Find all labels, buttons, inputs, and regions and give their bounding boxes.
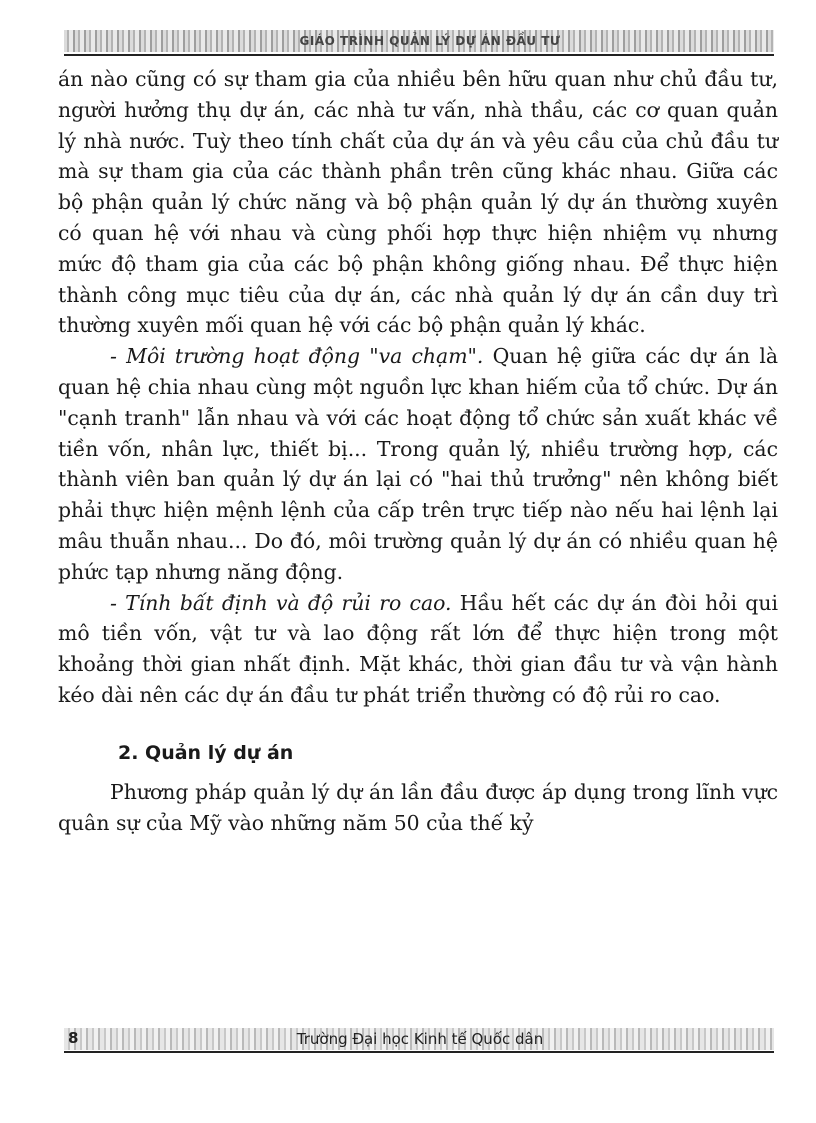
paragraph-text: Quan hệ giữa các dự án là quan hệ chia nhau cùng một nguồn lực khan hiếm của tổ chức. Dự án "cạnh tranh" lẫn nhau và với các hoạt động tổ chức sản xuất khác về tiền vốn, nhân lực, thiết bị... Trong quản lý, nhiều trường hợp, các thành viên ban quản lý dự án lại có "hai thủ trưởng" nên không biết phải thực hiện mệnh lệnh của cấp trên trực tiếp nào nếu hai lệnh lại mâu thuẫn nhau... Do đó, môi trường quản lý dự án có nhiều quan hệ phức tạp nhưng năng động. xyxy=(58,344,778,584)
paragraph xyxy=(58,341,778,587)
page-body xyxy=(58,64,778,838)
paragraph-lead: - Tính bất định và độ rủi ro cao. xyxy=(110,590,452,615)
paragraph xyxy=(58,588,778,711)
paragraph: Phương pháp quản lý dự án lần đầu được áp dụng trong lĩnh vực quân sự của Mỹ vào những năm 50 của thế kỷ xyxy=(58,779,778,835)
paragraph-lead: - Môi trường hoạt động "va chạm". xyxy=(110,344,484,369)
running-footer: Trường Đại học Kinh tế Quốc dân xyxy=(296,1030,544,1048)
section-heading: 2. Quản lý dự án xyxy=(118,741,294,764)
footer-rule xyxy=(64,1051,774,1053)
header-rule xyxy=(64,54,774,56)
page-number: 8 xyxy=(68,1029,79,1047)
running-header: GIÁO TRÌNH QUẢN LÝ DỰ ÁN ĐẦU TƯ xyxy=(299,34,561,48)
paragraph-text: Hầu hết các dự án đòi hỏi qui mô tiền vốn, vật tư và lao động rất lớn để thực hiện trong một khoảng thời gian nhất định. Mặt khác, thời gian đầu tư và vận hành kéo dài nên các dự án đầu tư phát triển thường có độ rủi ro cao. xyxy=(58,590,778,707)
paragraph: án nào cũng có sự tham gia của nhiều bên hữu quan như chủ đầu tư, người hưởng thụ dự án, các nhà tư vấn, nhà thầu, các cơ quan quản lý nhà nước. Tuỳ theo tính chất của dự án và yêu cầu của chủ đầu tư mà sự tham gia của các thành phần trên cũng khác nhau. Giữa các bộ phận quản lý chức năng và bộ phận quản lý dự án thường xuyên có quan hệ với nhau và cùng phối hợp thực hiện nhiệm vụ nhưng mức độ tham gia của các bộ phận không giống nhau. Để thực hiện thành công mục tiêu của dự án, các nhà quản lý dự án cần duy trì thường xuyên mối quan hệ với các bộ phận quản lý khác. xyxy=(58,67,778,338)
